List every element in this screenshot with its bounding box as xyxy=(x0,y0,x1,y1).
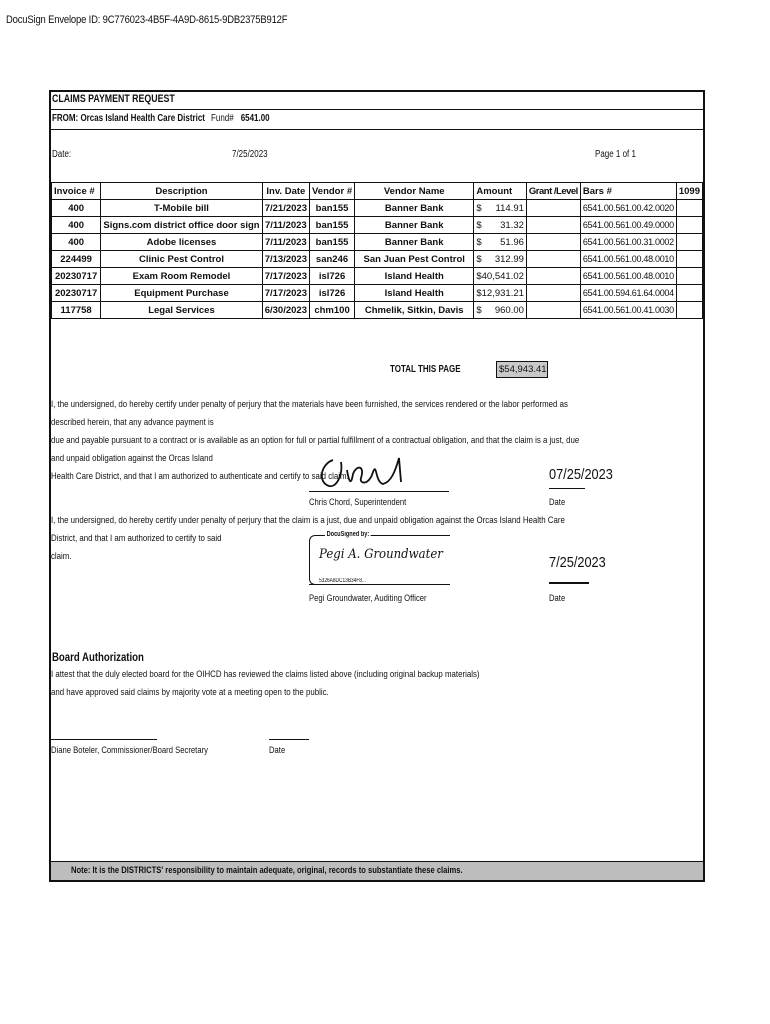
signature-line xyxy=(309,584,449,585)
claims-table xyxy=(51,182,703,319)
divider xyxy=(51,129,703,130)
table-row xyxy=(52,251,703,268)
bars-cell: 6541.00.561.00.41.0030 xyxy=(580,302,676,319)
invoice-cell: 400 xyxy=(52,200,101,217)
amount-value: 51.96 xyxy=(500,236,524,248)
certification-line: I, the undersigned, do hereby certify under penalty of perjury that the claim is a just, due and unpaid obligation against the Orcas Island Health Care District, and that I am authorized to certify to said xyxy=(51,515,565,544)
amount-cell xyxy=(474,268,527,285)
signature-line xyxy=(309,491,449,492)
page-number: Page 1 of 1 xyxy=(595,149,636,160)
amount-value: 40,541.02 xyxy=(481,270,524,282)
column-header: Description xyxy=(101,183,262,200)
certification-line: Health Care District, and that I am authorized to authenticate and certify to said claim. xyxy=(51,471,349,482)
date-label: Date: xyxy=(52,149,72,160)
total-currency: $ xyxy=(499,364,505,375)
vendor-number-cell: san246 xyxy=(309,251,354,268)
invoice-cell: 400 xyxy=(52,217,101,234)
description-cell: Adobe licenses xyxy=(101,234,262,251)
amount-value: 960.00 xyxy=(494,304,524,316)
form-1099-cell xyxy=(676,285,702,302)
date-label: Date xyxy=(549,497,566,508)
signer-name: Diane Boteler, Commissioner/Board Secretary xyxy=(51,745,208,756)
description-cell: Equipment Purchase xyxy=(101,285,262,302)
claims-form xyxy=(49,90,705,882)
column-header: Vendor # xyxy=(309,183,354,200)
currency-symbol: $ xyxy=(476,287,482,299)
inv-date-cell: 7/13/2023 xyxy=(262,251,309,268)
vendor-number-cell: ban155 xyxy=(309,200,354,217)
signature-date: 7/25/2023 xyxy=(549,554,606,571)
footer-note-text: Note: It is the DISTRICTS' responsibility to maintain adequate, original, records to substantiate these claims. xyxy=(71,865,463,876)
grant-level-cell xyxy=(526,268,580,285)
amount-cell xyxy=(474,251,527,268)
fund-number xyxy=(211,113,270,124)
vendor-name-cell: Island Health xyxy=(355,268,474,285)
currency-symbol: $ xyxy=(476,236,482,248)
footer-note xyxy=(51,861,703,880)
bars-cell: 6541.00.561.00.49.0000 xyxy=(580,217,676,234)
amount-cell xyxy=(474,217,527,234)
amount-cell xyxy=(474,285,527,302)
signature-date: 07/25/2023 xyxy=(549,466,613,483)
form-title: CLAIMS PAYMENT REQUEST xyxy=(52,93,175,105)
board-attestation xyxy=(51,666,480,702)
invoice-cell: 400 xyxy=(52,234,101,251)
amount-value: 31.32 xyxy=(500,219,524,231)
certification-line: claim. xyxy=(51,551,72,562)
vendor-name-cell: Island Health xyxy=(355,285,474,302)
attestation-line: I attest that the duly elected board for the OIHCD has reviewed the claims listed above (including original backup materials) xyxy=(51,669,480,680)
form-1099-cell xyxy=(676,217,702,234)
inv-date-cell: 7/11/2023 xyxy=(262,217,309,234)
vendor-name-cell: San Juan Pest Control xyxy=(355,251,474,268)
column-header: Grant /Level xyxy=(526,183,580,200)
amount-cell xyxy=(474,234,527,251)
bars-cell: 6541.00.561.00.48.0010 xyxy=(580,251,676,268)
bars-cell: 6541.00.561.00.48.0010 xyxy=(580,268,676,285)
board-heading: Board Authorization xyxy=(52,650,144,664)
docusign-label: DocuSigned by: xyxy=(326,531,370,538)
table-row xyxy=(52,268,703,285)
grant-level-cell xyxy=(526,217,580,234)
vendor-number-cell: chm100 xyxy=(309,302,354,319)
grant-level-cell xyxy=(526,251,580,268)
vendor-name-cell: Banner Bank xyxy=(355,200,474,217)
column-header: Inv. Date xyxy=(262,183,309,200)
amount-cell xyxy=(474,200,527,217)
table-row xyxy=(52,285,703,302)
table-header-row xyxy=(52,183,703,200)
currency-symbol: $ xyxy=(476,270,482,282)
description-cell: Signs.com district office door sign xyxy=(101,217,262,234)
signer-name: Chris Chord, Superintendent xyxy=(309,497,407,508)
invoice-cell: 224499 xyxy=(52,251,101,268)
fund-value: 6541.00 xyxy=(240,113,270,124)
amount-value: 114.91 xyxy=(495,202,524,214)
total-amount xyxy=(496,361,548,378)
fund-label: Fund# xyxy=(211,113,234,124)
column-header: 1099 xyxy=(676,183,702,200)
invoice-cell: 20230717 xyxy=(52,285,101,302)
column-header: Amount xyxy=(474,183,527,200)
form-1099-cell xyxy=(676,268,702,285)
divider xyxy=(51,109,703,110)
grant-level-cell xyxy=(526,285,580,302)
inv-date-cell: 7/17/2023 xyxy=(262,268,309,285)
auditor-signature: Pegi A. Groundwater xyxy=(319,547,443,562)
from-district: FROM: Orcas Island Health Care District xyxy=(52,113,205,124)
invoice-cell: 20230717 xyxy=(52,268,101,285)
vendor-number-cell: ban155 xyxy=(309,217,354,234)
currency-symbol: $ xyxy=(476,202,482,214)
currency-symbol: $ xyxy=(476,219,482,231)
date-line xyxy=(549,582,589,584)
attestation-line: and have approved said claims by majority vote at a meeting open to the public. xyxy=(51,687,329,698)
table-row xyxy=(52,217,703,234)
currency-symbol: $ xyxy=(476,253,482,265)
grant-level-cell xyxy=(526,234,580,251)
form-1099-cell xyxy=(676,302,702,319)
docusign-envelope-id: DocuSign Envelope ID: 9C776023-4B5F-4A9D-8615-9DB2375B912F xyxy=(6,14,288,26)
column-header: Bars # xyxy=(580,183,676,200)
date-label: Date xyxy=(269,745,286,756)
grant-level-cell xyxy=(526,200,580,217)
date-label: Date xyxy=(549,593,566,604)
vendor-number-cell: ban155 xyxy=(309,234,354,251)
inv-date-cell: 7/11/2023 xyxy=(262,234,309,251)
table-row xyxy=(52,234,703,251)
currency-symbol: $ xyxy=(476,304,482,316)
description-cell: Exam Room Remodel xyxy=(101,268,262,285)
table-row xyxy=(52,302,703,319)
table-row xyxy=(52,200,703,217)
form-1099-cell xyxy=(676,200,702,217)
inv-date-cell: 6/30/2023 xyxy=(262,302,309,319)
grant-level-cell xyxy=(526,302,580,319)
superintendent-signature xyxy=(313,452,423,492)
bars-cell: 6541.00.561.00.31.0002 xyxy=(580,234,676,251)
amount-value: 12,931.21 xyxy=(481,287,524,299)
column-header: Invoice # xyxy=(52,183,101,200)
description-cell: T-Mobile bill xyxy=(101,200,262,217)
signature-line xyxy=(51,739,157,740)
certification-line: due and payable pursuant to a contract or is available as an option for full or partial fulfillment of a contractual obligation, and that the claim is a just, due and unpaid obligation against the Orcas Island xyxy=(51,435,580,464)
date-line xyxy=(549,488,585,489)
bars-cell: 6541.00.594.61.64.0004 xyxy=(580,285,676,302)
signer-name: Pegi Groundwater, Auditing Officer xyxy=(309,593,427,604)
amount-cell xyxy=(474,302,527,319)
vendor-number-cell: isl726 xyxy=(309,268,354,285)
certification-line: I, the undersigned, do hereby certify under penalty of perjury that the materials have been furnished, the services rendered or the labor performed as described herein, that any advance payment is xyxy=(51,399,568,428)
bars-cell: 6541.00.561.00.42.0020 xyxy=(580,200,676,217)
vendor-name-cell: Banner Bank xyxy=(355,217,474,234)
vendor-number-cell: isl726 xyxy=(309,285,354,302)
column-header: Vendor Name xyxy=(355,183,474,200)
date-line xyxy=(269,739,309,740)
amount-value: 312.99 xyxy=(494,253,524,265)
form-1099-cell xyxy=(676,234,702,251)
invoice-cell: 117758 xyxy=(52,302,101,319)
total-label: TOTAL THIS PAGE xyxy=(390,364,461,375)
vendor-name-cell: Banner Bank xyxy=(355,234,474,251)
docusign-id: 5326A8DC13B34F8... xyxy=(319,578,366,584)
total-value: 54,943.41 xyxy=(504,364,547,375)
description-cell: Legal Services xyxy=(101,302,262,319)
description-cell: Clinic Pest Control xyxy=(101,251,262,268)
vendor-name-cell: Chmelik, Sitkin, Davis xyxy=(355,302,474,319)
inv-date-cell: 7/17/2023 xyxy=(262,285,309,302)
date-value: 7/25/2023 xyxy=(232,149,268,160)
inv-date-cell: 7/21/2023 xyxy=(262,200,309,217)
form-1099-cell xyxy=(676,251,702,268)
